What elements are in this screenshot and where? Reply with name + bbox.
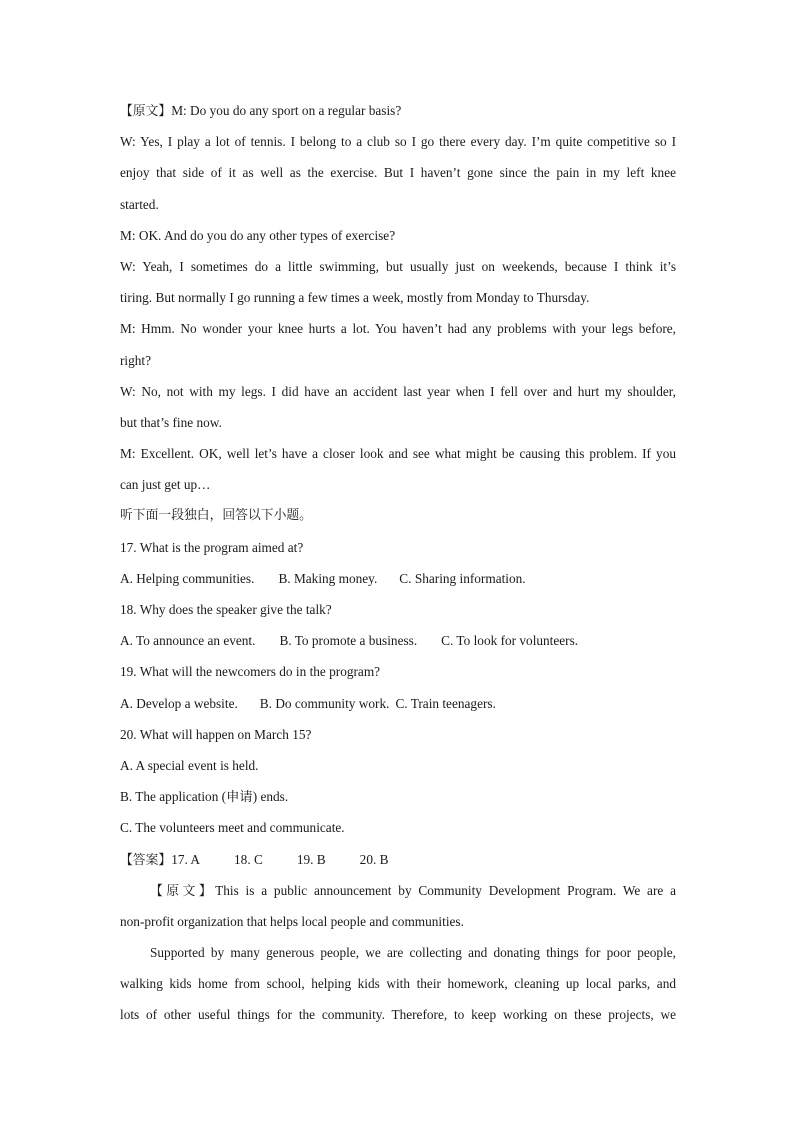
- dialogue-line-1: 【原文】M: Do you do any sport on a regular basis?: [120, 103, 402, 119]
- question-17-options: [120, 566, 676, 597]
- dialogue-line-5: M: OK. And do you do any other types of exercise?: [120, 227, 396, 243]
- answer-19: 19. B: [296, 851, 326, 867]
- dialogue-line-2: W: Yes, I play a lot of tennis. I belong to a club so I go there every day. I’m quite competitive so I: [120, 134, 676, 150]
- option-c: C. To look for volunteers.: [441, 633, 579, 649]
- option-c: C. Train teenagers.: [395, 695, 496, 711]
- transcript-line-2: non-profit organization that helps local people and communities.: [120, 913, 464, 929]
- answer-20: 20. B: [359, 851, 389, 867]
- option-b: B. Do community work.: [259, 695, 390, 711]
- dialogue-line-11: but that’s fine now.: [120, 414, 222, 430]
- answer-18: 18. C: [234, 851, 263, 867]
- question-19-options: [120, 691, 676, 722]
- question-20-option-c: C. The volunteers meet and communicate.: [120, 820, 345, 836]
- answer-label: 【答案】: [120, 852, 172, 868]
- question-20: 20. What will happen on March 15?: [120, 726, 312, 742]
- answer-key: [120, 847, 676, 878]
- dialogue-line-8: M: Hmm. No wonder your knee hurts a lot. You haven’t had any problems with your legs before,: [120, 321, 676, 337]
- transcript-line-3: Supported by many generous people, we are collecting and donating things for poor people,: [150, 945, 676, 961]
- source-text-label: 【原文】: [120, 104, 172, 119]
- document-body: [120, 98, 676, 1034]
- dialogue-line-12: M: Excellent. OK, well let’s have a closer look and see what might be causing this problem. If you: [120, 446, 676, 462]
- dialogue-line-6: W: Yeah, I sometimes do a little swimming, but usually just on weekends, because I think it’s: [120, 258, 676, 274]
- question-20-option-a: A. A special event is held.: [120, 757, 259, 773]
- dialogue-line-7: tiring. But normally I go running a few times a week, mostly from Monday to Thursday.: [120, 290, 590, 306]
- option-a: A. Helping communities.: [120, 570, 255, 586]
- transcript-line-4: walking kids home from school, helping kids with their homework, cleaning up local parks, and: [120, 976, 676, 992]
- option-b: B. Making money.: [278, 570, 378, 586]
- transcript-line-5: lots of other useful things for the community. Therefore, to keep working on these projects, we: [120, 1007, 676, 1023]
- question-17: 17. What is the program aimed at?: [120, 539, 304, 555]
- option-a: A. To announce an event.: [120, 633, 256, 649]
- dialogue-line-3: enjoy that side of it as well as the exercise. But I haven’t gone since the pain in my left knee: [120, 165, 676, 181]
- question-20-option-b: B. The application (申请) ends.: [120, 789, 289, 805]
- question-18-options: [120, 628, 676, 659]
- transcript-line-1: 【原文】This is a public announcement by Community Development Program. We are a: [150, 882, 676, 899]
- source-text-label: 【原文】: [150, 883, 216, 899]
- dialogue-line-4: started.: [120, 196, 159, 212]
- option-b: B. To promote a business.: [279, 633, 418, 649]
- dialogue-line-13: can just get up…: [120, 477, 211, 493]
- dialogue-line-9: right?: [120, 352, 152, 368]
- question-19: 19. What will the newcomers do in the program?: [120, 664, 381, 680]
- dialogue-line-10: W: No, not with my legs. I did have an accident last year when I fell over and hurt my shoulder,: [120, 383, 676, 399]
- question-18: 18. Why does the speaker give the talk?: [120, 602, 332, 617]
- section-instruction: 听下面一段独白，回答以下小题。: [120, 508, 312, 524]
- option-a: A. Develop a website.: [120, 695, 238, 711]
- option-c: C. Sharing information.: [399, 570, 526, 586]
- answer-17: 17. A: [171, 851, 201, 867]
